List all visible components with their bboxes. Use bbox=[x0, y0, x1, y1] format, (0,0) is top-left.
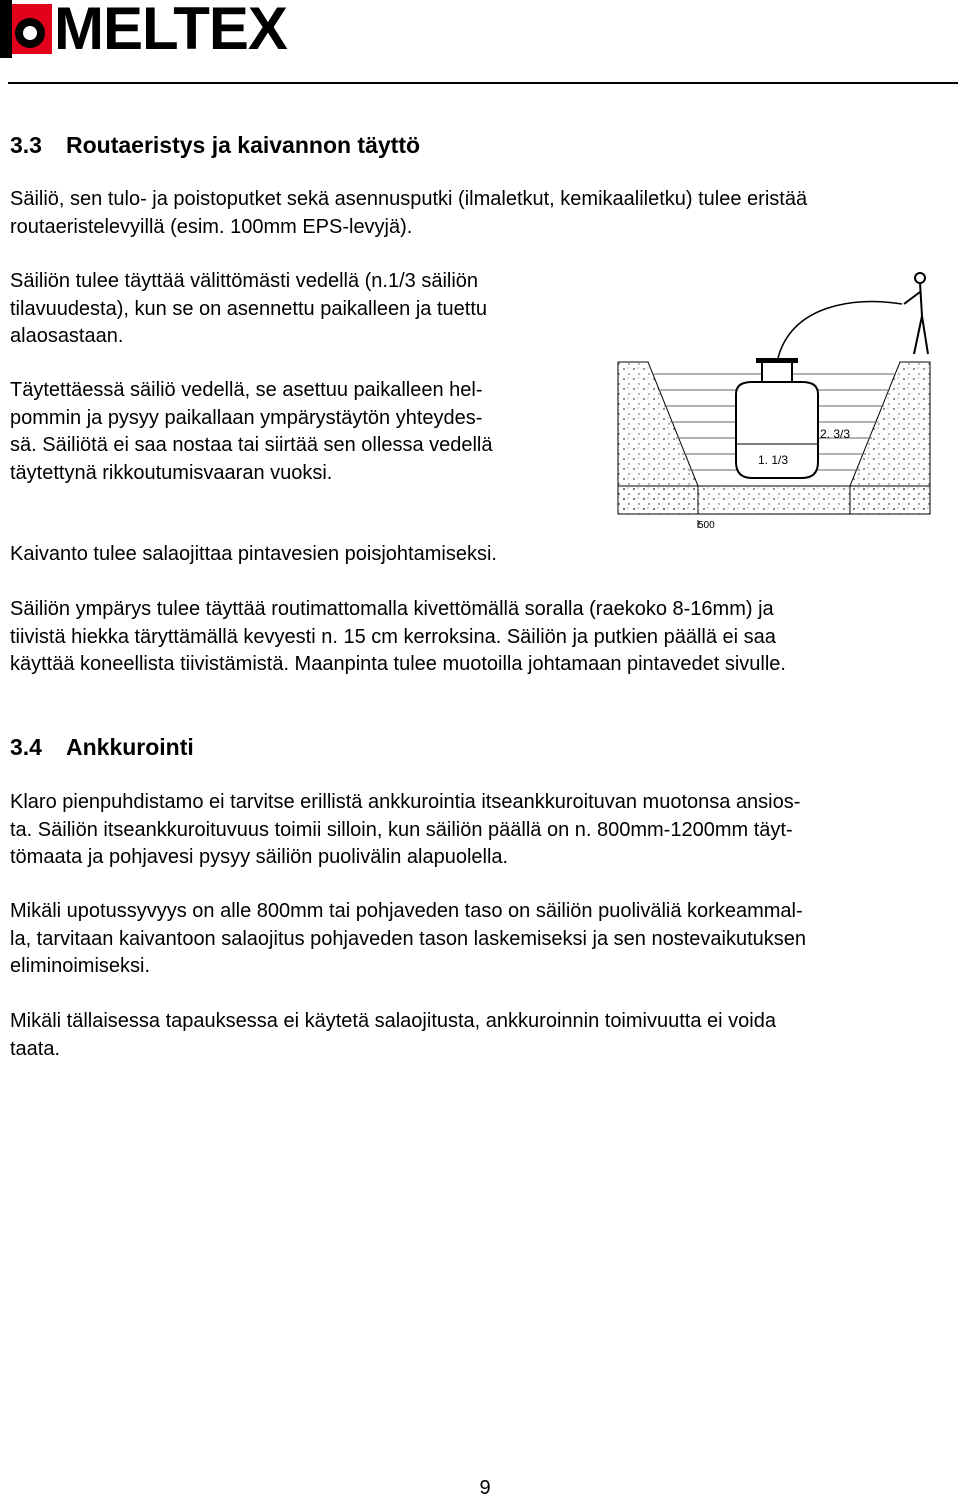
section-title: Routaeristys ja kaivannon täyttö bbox=[66, 132, 421, 158]
section-number: 3.4 bbox=[10, 734, 42, 760]
tank-riser bbox=[762, 362, 792, 382]
gravel-bed bbox=[618, 486, 930, 514]
tank-lid bbox=[756, 358, 798, 363]
logo-mark-icon bbox=[0, 0, 56, 60]
section-heading-3-4 bbox=[10, 733, 194, 761]
logo-wordmark: MELTEX bbox=[54, 0, 287, 62]
page-number: 9 bbox=[479, 1477, 491, 1499]
paragraph-anchoring: Klaro pienpuhdistamo ei tarvitse erillistä ankkurointia itseankkuroituvan muotonsa ansios- ta. Säiliön itseankkuroituvuus toimii silloin, kun säiliön päällä on n. 800mm-1200mm täyt- tömaata ja pohjavesi pysyy säiliön puolivälin alapuolella. bbox=[10, 791, 801, 868]
dimension-label: 500 bbox=[698, 520, 715, 531]
meltex-logo bbox=[0, 0, 300, 60]
worker-icon bbox=[904, 273, 928, 354]
paragraph-drainage: Kaivanto tulee salaojittaa pintavesien poisjohtamiseksi. bbox=[10, 543, 497, 565]
section-heading-3-3 bbox=[10, 131, 420, 159]
paragraph-settling: Täytettäessä säiliö vedellä, se asettuu paikalleen hel- pommin ja pysyy paikallaan ympärystäytön yhteydes- sä. Säiliötä ei saa nostaa tai siirtää sen ollessa vedellä täytettynä rikkoutumisvaaran vuoksi. bbox=[10, 379, 493, 484]
water-hose bbox=[778, 302, 902, 358]
fill-label-2: 2. 3/3 bbox=[820, 427, 851, 441]
paragraph-backfill: Säiliön ympärys tulee täyttää routimattomalla kivettömällä soralla (raekoko 8-16mm) ja tiivistä hiekka täryttämällä kevyesti n. 15 cm kerroksina. Säiliön ja putkien päällä ei saa käyttää koneellista tiivistämistä. Maanpinta tulee muotoilla johtamaan pintavedet sivulle. bbox=[10, 598, 786, 675]
installation-diagram bbox=[612, 266, 960, 532]
paragraph-insulation: Säiliö, sen tulo- ja poistoputket sekä asennusputki (ilmaletkut, kemikaaliletku) tulee eristää routaeristelevyillä (esim. 100mm EPS-levyjä). bbox=[10, 188, 808, 238]
paragraph-fill-water: Säiliön tulee täyttää välittömästi vedellä (n.1/3 säiliön tilavuudesta), kun se on asennettu paikalleen ja tuettu alaosastaan. bbox=[10, 270, 487, 347]
paragraph-groundwater: Mikäli upotussyvyys on alle 800mm tai pohjaveden taso on säiliön puoliväliä korkeammal- la, tarvitaan kaivantoon salaojitus pohjaveden tason laskemiseksi ja sen nostevaikutuksen eliminoimiseksi. bbox=[10, 900, 807, 977]
section-title: Ankkurointi bbox=[66, 734, 194, 760]
fill-label-1: 1. 1/3 bbox=[758, 453, 789, 467]
header-rule bbox=[8, 82, 958, 84]
paragraph-warning: Mikäli tällaisessa tapauksessa ei käytetä salaojitusta, ankkuroinnin toimivuutta ei voida taata. bbox=[10, 1010, 776, 1060]
section-number: 3.3 bbox=[10, 132, 42, 158]
